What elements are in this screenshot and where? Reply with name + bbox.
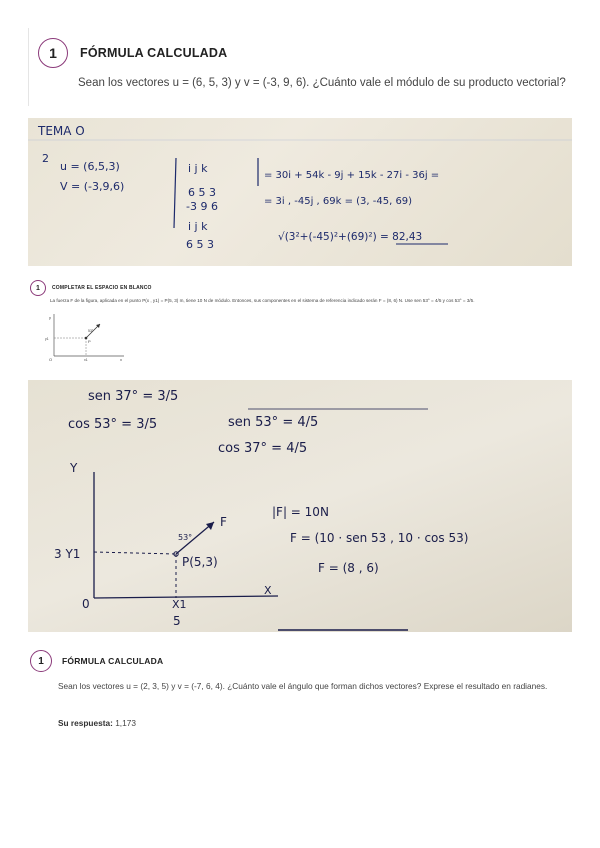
question-number-badge xyxy=(38,38,68,68)
fig-label-x1: x1 xyxy=(84,358,88,362)
det-row-1: i j k xyxy=(188,162,208,175)
answer-line xyxy=(58,718,136,728)
y1-label: 3 Y1 xyxy=(54,547,81,561)
x1-value: 5 xyxy=(173,614,181,628)
question-type: COMPLETAR EL ESPACIO EN BLANCO xyxy=(52,285,152,291)
origin-label: 0 xyxy=(82,597,90,611)
handwritten-photo-2 xyxy=(28,380,572,632)
question-3-header xyxy=(30,650,163,672)
u-definition: u = (6,5,3) xyxy=(60,160,120,173)
question-type: FÓRMULA CALCULADA xyxy=(62,656,164,666)
det-row-5: 6 5 3 xyxy=(186,238,214,251)
axis-x-label: X xyxy=(264,584,272,597)
question-2-header xyxy=(30,280,152,296)
force-diagram-figure xyxy=(44,310,128,362)
angle-label: 53° xyxy=(178,533,193,542)
force-equation-2: F = (8 , 6) xyxy=(318,561,379,575)
answer-label: Su respuesta: xyxy=(58,718,113,728)
question-3-text: Sean los vectores u = (2, 3, 5) y v = (-7, 6, 4). ¿Cuánto vale el ángulo que forman dichos vectores? Exprese el resultado en radianes. xyxy=(58,681,548,691)
sen53-line: sen 53° = 4/5 xyxy=(228,415,319,430)
cos37-line: cos 37° = 4/5 xyxy=(218,441,308,456)
expansion-line-1: = 30i + 54k - 9j + 15k - 27i - 36j = xyxy=(264,170,440,181)
fig-label-p: P xyxy=(88,339,91,344)
force-equation-1: F = (10 · sen 53 , 10 · cos 53) xyxy=(290,531,469,545)
force-label: F xyxy=(220,515,227,529)
expansion-line-2: = 3i , -45j , 69k = (3, -45, 69) xyxy=(264,196,413,207)
question-number: 1 xyxy=(49,45,57,61)
fig-label-o: O xyxy=(49,357,53,362)
question-1-header xyxy=(38,38,227,68)
force-modulus: |F| = 10N xyxy=(272,505,329,519)
handwritten-cross-product xyxy=(28,118,572,266)
photo1-item: 2 xyxy=(42,152,49,165)
fig-label-x: x xyxy=(120,357,122,362)
sen37-line: sen 37° = 3/5 xyxy=(88,389,179,404)
question-number-badge xyxy=(30,280,46,296)
axis-y-label: Y xyxy=(70,461,78,475)
cos53-line: cos 53° = 3/5 xyxy=(68,417,158,432)
question-2-text: La fuerza F de la figura, aplicada en el punto P(x , y1) = P(5, 3) m, tiene 10 N de módulo. Entonces, sus componentes en el sistema de referencia indicado serán F = (8, 6) N. Use sen 53° = 4/5 y cos 53° = 3/5. xyxy=(50,298,475,303)
point-label: P(5,3) xyxy=(182,555,218,569)
fig-label-angle: 53° xyxy=(88,329,94,333)
v-definition: V = (-3,9,6) xyxy=(60,180,125,193)
answer-value: 1,173 xyxy=(115,718,136,728)
question-type: FÓRMULA CALCULADA xyxy=(80,46,228,60)
handwritten-photo-1 xyxy=(28,118,572,266)
fig-label-y: y xyxy=(49,315,51,320)
photo1-header: TEMA O xyxy=(38,124,85,138)
question-number: 1 xyxy=(36,284,40,292)
question-divider xyxy=(28,28,29,106)
det-row-4: i j k xyxy=(188,220,208,233)
det-row-2: 6 5 3 xyxy=(188,186,216,199)
question-1-text: Sean los vectores u = (6, 5, 3) y v = (-3, 9, 6). ¿Cuánto vale el módulo de su producto vectorial? xyxy=(78,77,566,89)
question-number: 1 xyxy=(38,655,44,667)
fig-label-y1: y1 xyxy=(45,337,49,341)
handwritten-force-solution xyxy=(28,380,572,632)
magnitude-line: √(3²+(-45)²+(69)²) = 82,43 xyxy=(278,231,423,243)
x1-label: X1 xyxy=(172,598,187,611)
question-number-badge xyxy=(30,650,52,672)
det-row-3: -3 9 6 xyxy=(186,200,218,213)
